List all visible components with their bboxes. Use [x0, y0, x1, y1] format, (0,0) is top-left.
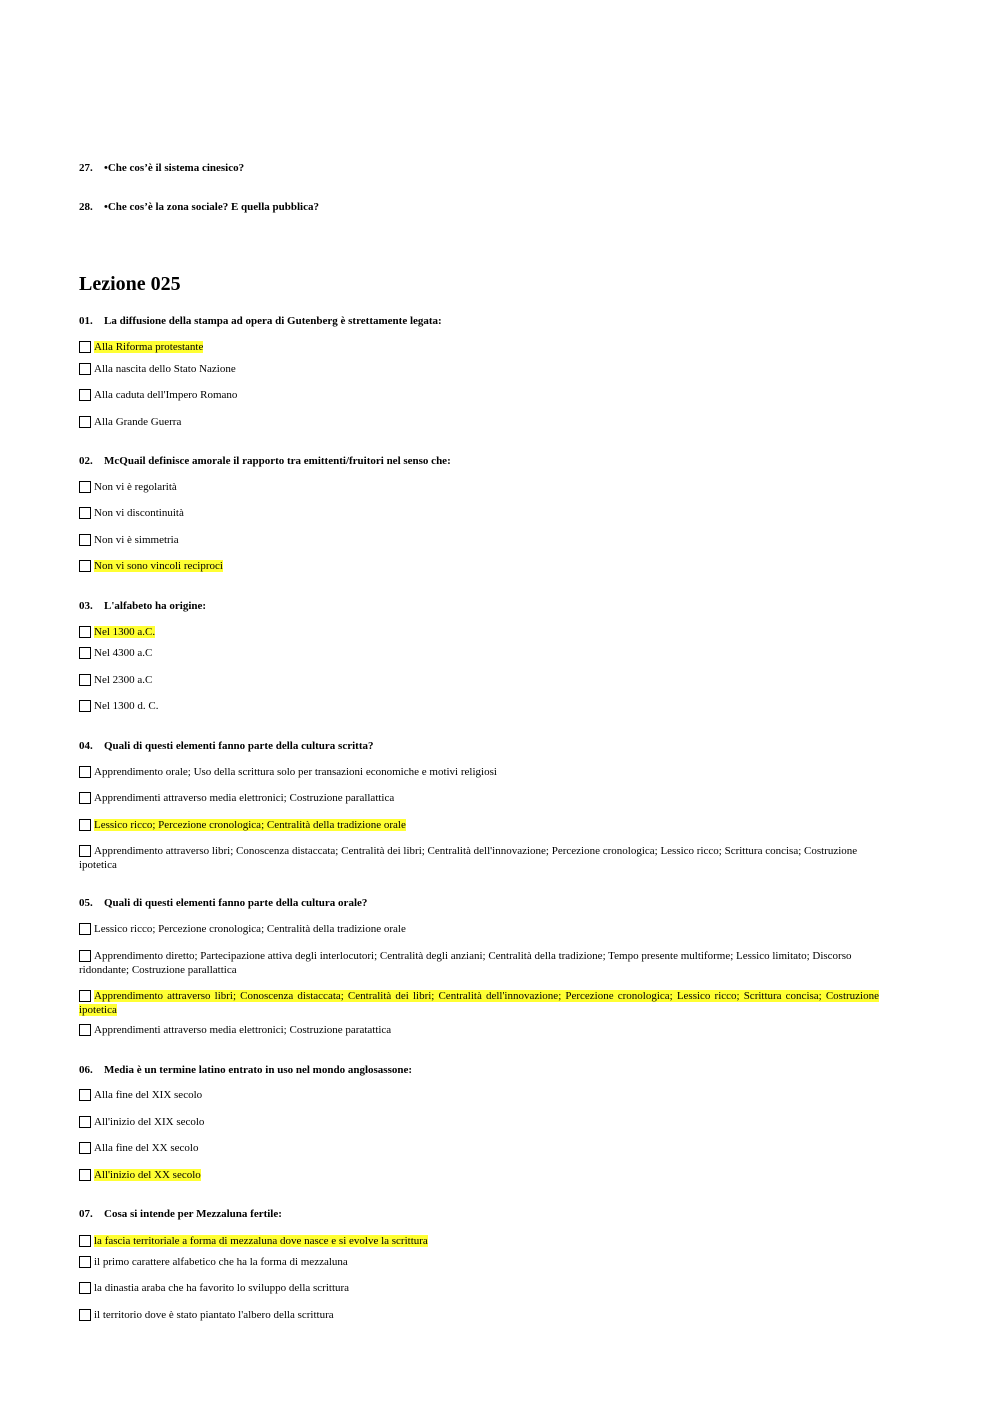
option-03-a[interactable] [79, 625, 879, 639]
checkbox[interactable] [79, 990, 91, 1002]
option-text: Apprendimento diretto; Partecipazione attiva degli interlocutori; Centralità degli anziani; Centralità della tradizione; Tempo presente multiforme; Lessico limitato; Discorso ridondante; Costruzione parallattica [79, 950, 852, 976]
option-07-a[interactable] [79, 1234, 879, 1248]
option-text: Alla fine del XX secolo [94, 1142, 199, 1154]
option-text: All'inizio del XX secolo [94, 1169, 201, 1181]
option-text: Nel 2300 a.C [94, 674, 153, 686]
checkbox[interactable] [79, 389, 91, 401]
option-text: Non vi è simmetria [94, 534, 179, 546]
checkbox[interactable] [79, 416, 91, 428]
option-04-a[interactable] [79, 765, 879, 779]
option-text: Apprendimento attraverso libri; Conoscenza distaccata; Centralità dei libri; Centralità dell'innovazione; Percezione cronologica; Lessico ricco; Scrittura concisa; Costruzione ipotetica [79, 845, 858, 871]
checkbox[interactable] [79, 950, 91, 962]
open-question-27: 27. •Che cos’è il sistema cinesico? [79, 162, 245, 174]
option-05-a[interactable] [79, 922, 879, 936]
option-text: Apprendimento attraverso libri; Conoscenza distaccata; Centralità dei libri; Centralità dell'innovazione; Percezione cronologica; Lessico ricco; Scrittura concisa; Costruzione ipotetica [79, 990, 879, 1016]
question-05: 05. Quali di questi elementi fanno parte della cultura orale? [79, 897, 368, 909]
option-07-c[interactable] [79, 1281, 879, 1295]
option-02-c[interactable] [79, 533, 879, 547]
question-06: 06. Media è un termine latino entrato in uso nel mondo anglosassone: [79, 1064, 413, 1076]
question-02: 02. McQuail definisce amorale il rapporto tra emittenti/fruitori nel senso che: [79, 455, 451, 467]
checkbox[interactable] [79, 560, 91, 572]
option-05-c[interactable] [79, 989, 879, 1017]
option-03-d[interactable] [79, 699, 879, 713]
question-03: 03. L'alfabeto ha origine: [79, 600, 207, 612]
option-02-a[interactable] [79, 480, 879, 494]
checkbox[interactable] [79, 481, 91, 493]
question-01: 01. La diffusione della stampa ad opera di Gutenberg è strettamente legata: [79, 315, 442, 327]
option-text: Apprendimenti attraverso media elettronici; Costruzione paratattica [94, 1024, 392, 1036]
option-text: Lessico ricco; Percezione cronologica; Centralità della tradizione orale [94, 819, 406, 831]
option-text: il primo carattere alfabetico che ha la forma di mezzaluna [94, 1256, 348, 1268]
checkbox[interactable] [79, 845, 91, 857]
checkbox[interactable] [79, 1089, 91, 1101]
option-05-b[interactable] [79, 949, 879, 977]
checkbox[interactable] [79, 647, 91, 659]
option-02-b[interactable] [79, 506, 879, 520]
option-text: Alla nascita dello Stato Nazione [94, 363, 236, 375]
option-text: Alla Riforma protestante [94, 341, 204, 353]
lesson-title: Lezione 025 [79, 273, 181, 295]
checkbox[interactable] [79, 1116, 91, 1128]
option-text: Nel 4300 a.C [94, 647, 153, 659]
option-text: Apprendimenti attraverso media elettronici; Costruzione parallattica [94, 792, 395, 804]
checkbox[interactable] [79, 1142, 91, 1154]
checkbox[interactable] [79, 1309, 91, 1321]
checkbox[interactable] [79, 1235, 91, 1247]
checkbox[interactable] [79, 507, 91, 519]
option-text: la dinastia araba che ha favorito lo sviluppo della scrittura [94, 1282, 350, 1294]
option-03-c[interactable] [79, 673, 879, 687]
checkbox[interactable] [79, 766, 91, 778]
option-07-b[interactable] [79, 1255, 879, 1269]
option-text: Non vi sono vincoli reciproci [94, 560, 223, 572]
option-04-d[interactable] [79, 844, 879, 872]
checkbox[interactable] [79, 341, 91, 353]
checkbox[interactable] [79, 819, 91, 831]
option-text: Nel 1300 d. C. [94, 700, 159, 712]
option-01-a[interactable] [79, 340, 879, 354]
open-question-28: 28. •Che cos’è la zona sociale? E quella pubblica? [79, 201, 319, 213]
question-07: 07. Cosa si intende per Mezzaluna fertile: [79, 1208, 282, 1220]
option-06-c[interactable] [79, 1141, 879, 1155]
checkbox[interactable] [79, 674, 91, 686]
checkbox[interactable] [79, 363, 91, 375]
option-text: Non vi è regolarità [94, 481, 177, 493]
option-text: la fascia territoriale a forma di mezzaluna dove nasce e si evolve la scrittura [94, 1235, 428, 1247]
option-06-d[interactable] [79, 1168, 879, 1182]
checkbox[interactable] [79, 700, 91, 712]
option-07-d[interactable] [79, 1308, 879, 1322]
checkbox[interactable] [79, 626, 91, 638]
option-02-d[interactable] [79, 559, 879, 573]
option-04-c[interactable] [79, 818, 879, 832]
option-text: Non vi discontinuità [94, 507, 184, 519]
checkbox[interactable] [79, 1024, 91, 1036]
checkbox[interactable] [79, 1169, 91, 1181]
option-text: il territorio dove è stato piantato l'albero della scrittura [94, 1309, 334, 1321]
option-06-a[interactable] [79, 1088, 879, 1102]
question-04: 04. Quali di questi elementi fanno parte della cultura scritta? [79, 740, 374, 752]
checkbox[interactable] [79, 1282, 91, 1294]
option-text: Alla fine del XIX secolo [94, 1089, 203, 1101]
checkbox[interactable] [79, 1256, 91, 1268]
option-03-b[interactable] [79, 646, 879, 660]
checkbox[interactable] [79, 923, 91, 935]
option-text: All'inizio del XIX secolo [94, 1116, 205, 1128]
checkbox[interactable] [79, 534, 91, 546]
option-04-b[interactable] [79, 791, 879, 805]
option-06-b[interactable] [79, 1115, 879, 1129]
option-text: Alla Grande Guerra [94, 416, 182, 428]
option-text: Alla caduta dell'Impero Romano [94, 389, 238, 401]
option-text: Nel 1300 a.C. [94, 626, 156, 638]
checkbox[interactable] [79, 792, 91, 804]
option-text: Apprendimento orale; Uso della scrittura solo per transazioni economiche e motivi religiosi [94, 766, 497, 778]
option-01-b[interactable] [79, 362, 879, 376]
option-text: Lessico ricco; Percezione cronologica; Centralità della tradizione orale [94, 923, 406, 935]
option-05-d[interactable] [79, 1023, 879, 1037]
option-01-d[interactable] [79, 415, 879, 429]
option-01-c[interactable] [79, 388, 879, 402]
